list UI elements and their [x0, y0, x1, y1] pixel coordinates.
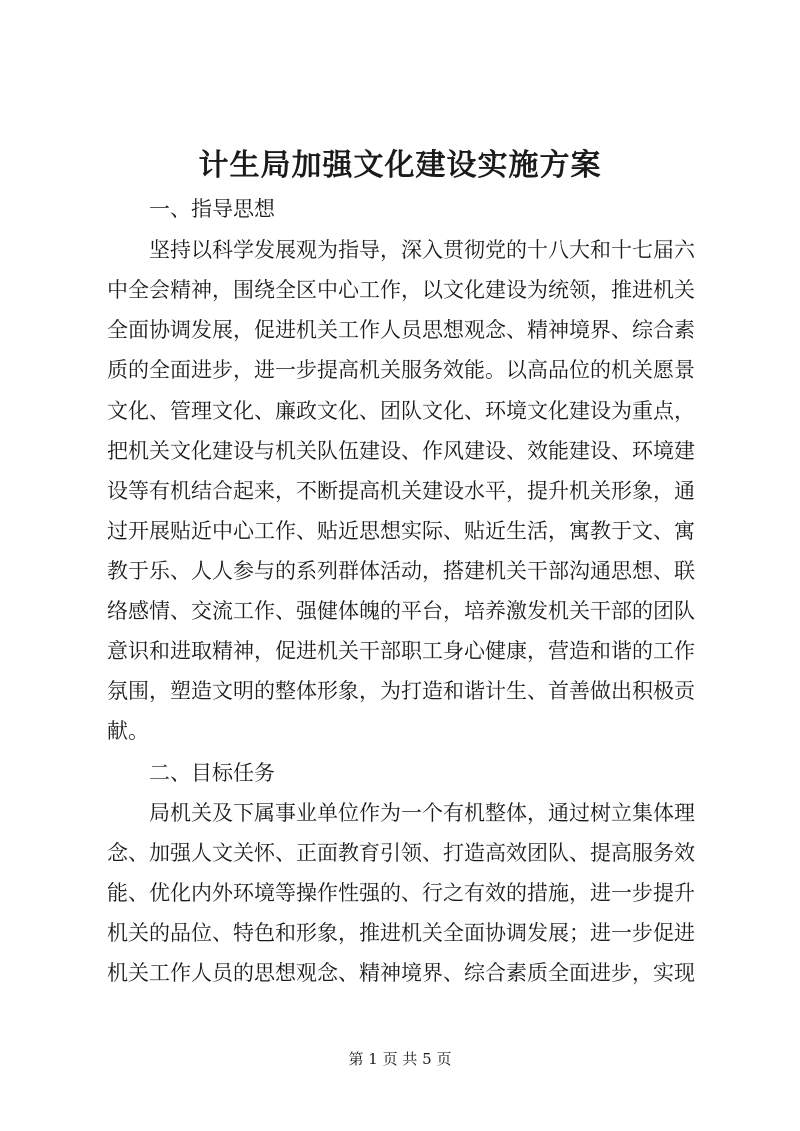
- paragraph-line: 局机关及下属事业单位作为一个有机整体，通过树立集体理: [149, 801, 695, 825]
- paragraph-line: 献。: [107, 719, 149, 743]
- paragraph-line: 机关的品位、特色和形象，推进机关全面协调发展；进一步促进: [107, 921, 695, 945]
- paragraph-line: 把机关文化建设与机关队伍建设、作风建设、效能建设、环境建: [107, 439, 695, 463]
- paragraph-line: 中全会精神，围绕全区中心工作，以文化建设为统领，推进机关: [107, 278, 695, 302]
- paragraph-line: 念、加强人文关怀、正面教育引领、打造高效团队、提高服务效: [107, 841, 695, 865]
- page-footer: 第 1 页 共 5 页: [348, 1050, 452, 1068]
- paragraph-line: 坚持以科学发展观为指导，深入贯彻党的十八大和十七届六: [149, 238, 695, 262]
- paragraph-line: 机关工作人员的思想观念、精神境界、综合素质全面进步，实现: [107, 961, 695, 985]
- paragraph-line: 文化、管理文化、廉政文化、团队文化、环境文化建设为重点，: [107, 399, 695, 423]
- paragraph-line: 教于乐、人人参与的系列群体活动，搭建机关干部沟通思想、联: [107, 559, 695, 583]
- paragraph-line: 质的全面进步，进一步提高机关服务效能。以高品位的机关愿景: [107, 358, 695, 382]
- paragraph-line: 氛围，塑造文明的整体形象，为打造和谐计生、首善做出积极贡: [107, 679, 695, 703]
- paragraph-line: 意识和进取精神，促进机关干部职工身心健康，营造和谐的工作: [107, 639, 695, 663]
- document-title: 计生局加强文化建设实施方案: [198, 148, 602, 183]
- paragraph-line: 过开展贴近中心工作、贴近思想实际、贴近生活，寓教于文、寓: [107, 519, 695, 543]
- section-heading-goals-tasks: 二、目标任务: [149, 761, 275, 785]
- section-heading-guiding-thought: 一、指导思想: [149, 197, 275, 221]
- paragraph-line: 络感情、交流工作、强健体魄的平台，培养激发机关干部的团队: [107, 599, 695, 623]
- paragraph-line: 设等有机结合起来，不断提高机关建设水平，提升机关形象，通: [107, 479, 695, 503]
- paragraph-line: 全面协调发展，促进机关工作人员思想观念、精神境界、综合素: [107, 318, 695, 342]
- paragraph-line: 能、优化内外环境等操作性强的、行之有效的措施，进一步提升: [107, 881, 695, 905]
